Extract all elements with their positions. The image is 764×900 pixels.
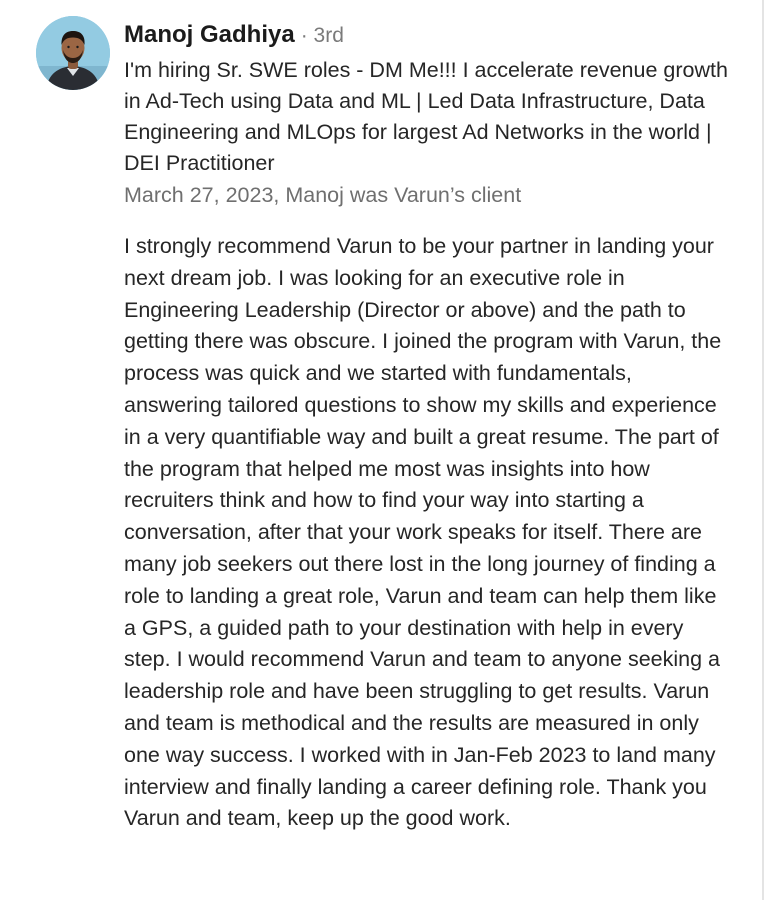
recommendation-header	[124, 18, 740, 211]
connection-degree: · 3rd	[300, 24, 344, 47]
name-row	[124, 18, 740, 53]
author-headline: I'm hiring Sr. SWE roles - DM Me!!! I accelerate revenue growth in Ad-Tech using Data and ML | Led Data Infrastructure, Data Engineering and MLOps for largest Ad Networks in the world | DEI Practitioner	[124, 58, 728, 175]
profile-photo-icon	[36, 16, 110, 90]
recommendation-meta: March 27, 2023, Manoj was Varun’s client	[124, 183, 522, 207]
avatar[interactable]	[36, 16, 110, 90]
author-name[interactable]: Manoj Gadhiya	[124, 21, 295, 48]
recommendation-text: I strongly recommend Varun to be your partner in landing your next dream job. I was looking for an executive role in Engineering Leadership (Director or above) and the path to getting there was obscure. I joined the program with Varun, the process was quick and we started with fundamentals, answering tailored questions to show my skills and experience in a very quantifiable way and built a great resume. The part of the program that helped me most was insights into how recruiters think and how to find your way into starting a conversation, after that your work speaks for itself. There are many job seekers out there lost in the long journey of finding a role to landing a great role, Varun and team can help them like a GPS, a guided path to your destination with help in every step. I would recommend Varun and team to anyone seeking a leadership role and have been struggling to get results. Varun and team is methodical and the results are measured in only one way success. I worked with in Jan-Feb 2023 to land many interview and finally landing a career defining role. Thank you Varun and team, keep up the good work.	[124, 234, 722, 831]
